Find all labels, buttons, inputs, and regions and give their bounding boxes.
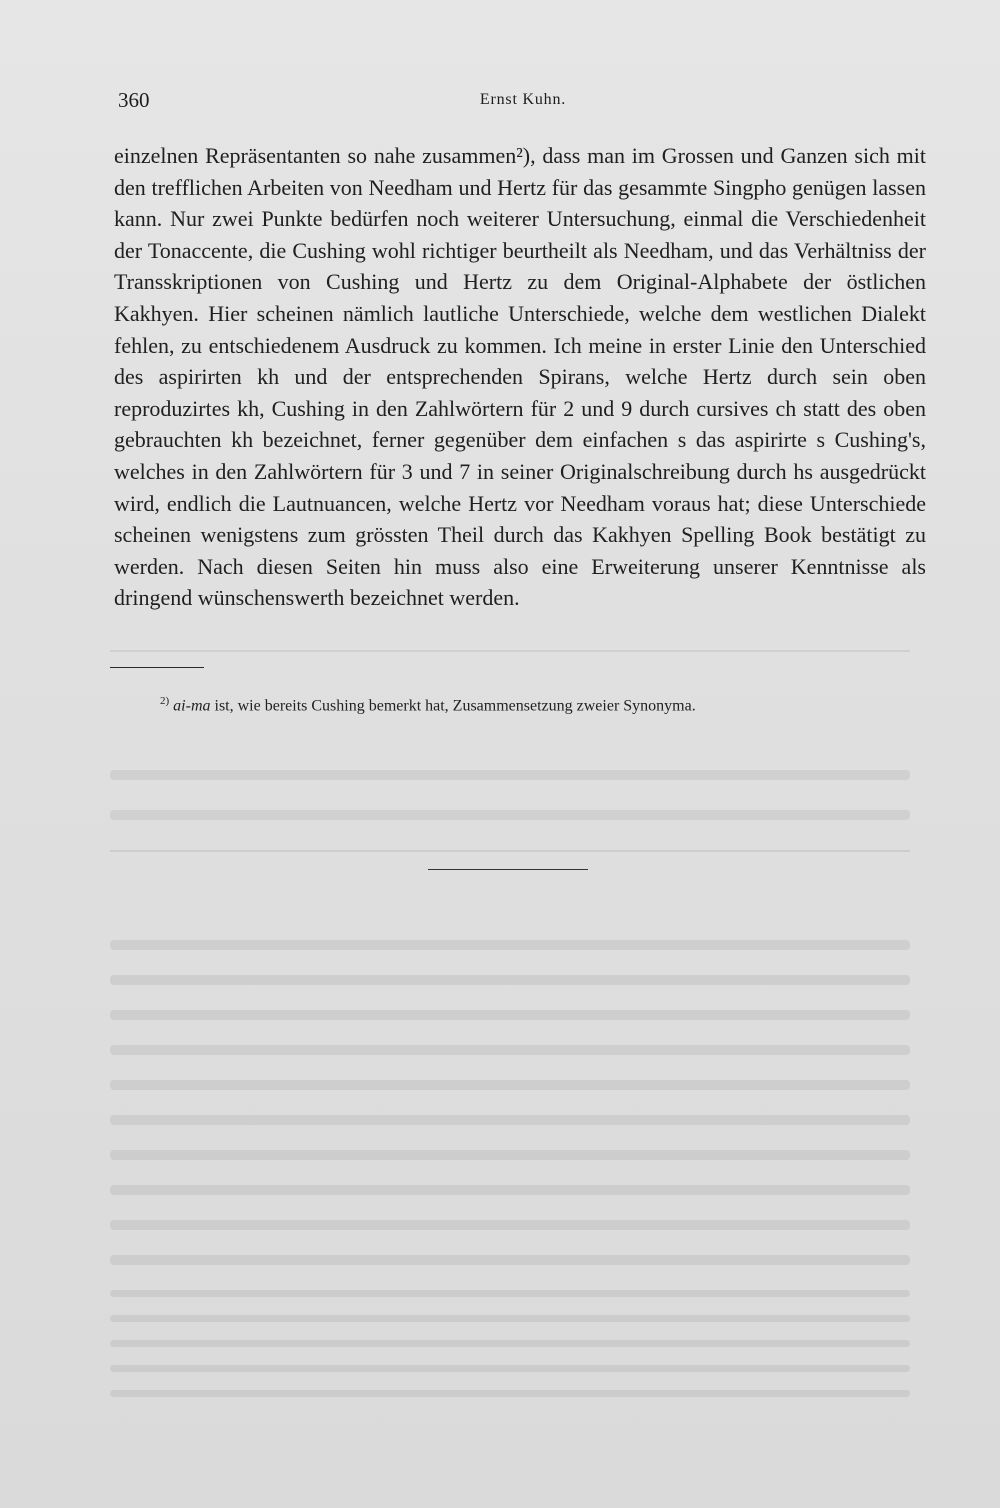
body-paragraph: einzelnen Repräsentanten so nahe zusammen²), dass man im Grossen und Ganzen sich mit den trefflichen Arbeiten von Needham und Hertz für das gesammte Singpho genügen lassen kann. Nur zwei Punkte bedürfen noch weiterer Untersuchung, einmal die Verschiedenheit der Tonaccente, die Cushing wohl richtiger beurtheilt als Needham, und das Verhältniss der Transskriptionen von Cushing und Hertz zu dem Original-Alphabete der östlichen Kakhyen. Hier scheinen nämlich lautliche Unterschiede, welche dem westlichen Dialekt fehlen, zu entschiedenem Ausdruck zu kommen. Ich meine in erster Linie den Unterschied des aspirirten kh und der entsprechenden Spirans, welche Hertz durch sein oben reproduzirtes kh, Cushing in den Zahlwörtern für 2 und 9 durch cursives ch statt des oben gebrauchten kh bezeichnet, ferner gegenüber dem einfachen s das aspirirte s Cushing's, welches in den Zahlwörtern für 3 und 7 in seiner Originalschreibung durch hs ausgedrückt wird, endlich die Lautnuancen, welche Hertz vor Needham voraus hat; diese Unterschiede scheinen wenigstens zum grössten Theil durch das Kakhyen Spelling Book bestätigt zu werden. Nach diesen Seiten hin muss also eine Erweiterung unserer Kenntnisse als dringend wünschenswerth bezeichnet werden. <box>114 143 926 611</box>
footnote-term: ai-ma <box>173 697 211 715</box>
page-header <box>118 88 928 118</box>
footnote-separator <box>110 667 204 668</box>
footnote-marker: 2) <box>160 695 170 707</box>
footnote-text: ist, wie bereits Cushing bemerkt hat, Zusammensetzung zweier Synonyma. <box>210 697 696 715</box>
bleed-through-texture <box>110 640 910 1430</box>
section-end-rule <box>428 869 588 870</box>
main-text <box>114 140 926 614</box>
page-number: 360 <box>118 88 150 112</box>
footnote <box>160 690 880 717</box>
running-head: Ernst Kuhn. <box>479 91 567 108</box>
